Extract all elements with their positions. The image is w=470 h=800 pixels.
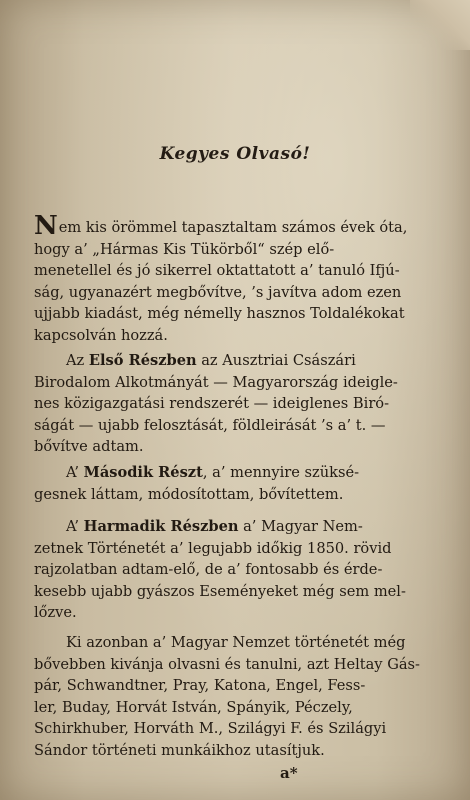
paragraph-1-line-1-text: em kis örömmel tapasztaltam számos évek óta, [58,219,408,236]
paragraph-3 [34,462,426,505]
paragraph-2 [34,350,426,458]
paragraph-5-line-4: ler, Buday, Horvát István, Spányik, Péczely, [34,698,353,716]
paragraph-4-line-2: zetnek Történetét a’ legujabb időkig 1850. rövid [34,539,392,557]
paragraph-1-line-5: ujjabb kiadást, még némelly hasznos Toldalékokat [34,305,405,323]
paragraph-3-line-2: gesnek láttam, módosítottam, bővítettem. [34,485,344,503]
paragraph-4-line-3: rajzolatban adtam-elő, de a’ fontosabb és érde- [34,561,383,579]
signature-mark: a* [280,764,298,782]
paragraph-4-lead: A’ [66,518,84,535]
paragraph-4-bold: Harmadik Részben [83,518,239,535]
paragraph-5-line-3: pár, Schwandtner, Pray, Katona, Engel, Fess- [34,677,366,695]
paragraph-2-line-3: nes közigazgatási rendszerét — ideiglenes Biró- [34,395,390,413]
paragraph-1-line-4: ság, ugyanazért megbővítve, ’s javítva adom ezen [34,283,402,301]
paragraph-3-rest: , a’ mennyire szüksé- [202,464,360,481]
paragraph-2-bold: Első Részben [88,352,197,369]
paragraph-5-line-1: Ki azonban a’ Magyar Nemzet történetét még [66,634,406,651]
paragraph-1-line-3: menetellel és jó sikerrel oktattatott a’ tanuló Ifjú- [34,262,400,280]
paragraph-4-line-5: lőzve. [34,604,77,622]
paragraph-2-line-1 [34,350,426,372]
paragraph-5 [34,632,426,762]
paragraph-3-line-1 [34,462,426,484]
page-heading: Kegyes Olvasó! [159,144,311,164]
paragraph-2-line-4: ságát — ujabb felosztását, földleirását ’s a’ t. — [34,416,386,434]
paragraph-5-line-6: Sándor történeti munkáikhoz utasítjuk. [34,741,325,759]
paragraph-3-bold: Második Részt [83,464,203,481]
paragraph-5-line-5: Schirkhuber, Horváth M., Szilágyi F. és Szilágyi [34,720,387,738]
paragraph-2-lead: Az [66,352,89,369]
paragraph-4-rest: a’ Magyar Nem- [238,518,363,535]
paragraph-1-line-2: hogy a’ „Hármas Kis Tükörből“ szép elő- [34,240,335,258]
paragraph-4 [34,516,426,624]
paragraph-4-line-1 [34,516,426,538]
page-corner [410,0,470,50]
paragraph-4-line-4: kesebb ujabb gyászos Eseményeket még sem mel- [34,582,406,600]
paragraph-3-lead: A’ [66,464,84,481]
paragraph-2-line-2: Birodalom Alkotmányát — Magyarország ideigle- [34,373,398,391]
paragraph-1-line-1 [34,211,426,241]
paragraph-1-line-6: kapcsolván hozzá. [34,326,168,344]
paragraph-1 [34,211,426,347]
paragraph-2-rest: az Ausztriai Császári [196,352,356,369]
paragraph-5-line-2: bővebben kivánja olvasni és tanulni, azt Heltay Gás- [34,655,420,673]
drop-cap: N [34,211,58,241]
paragraph-2-line-5: bővítve adtam. [34,438,144,456]
